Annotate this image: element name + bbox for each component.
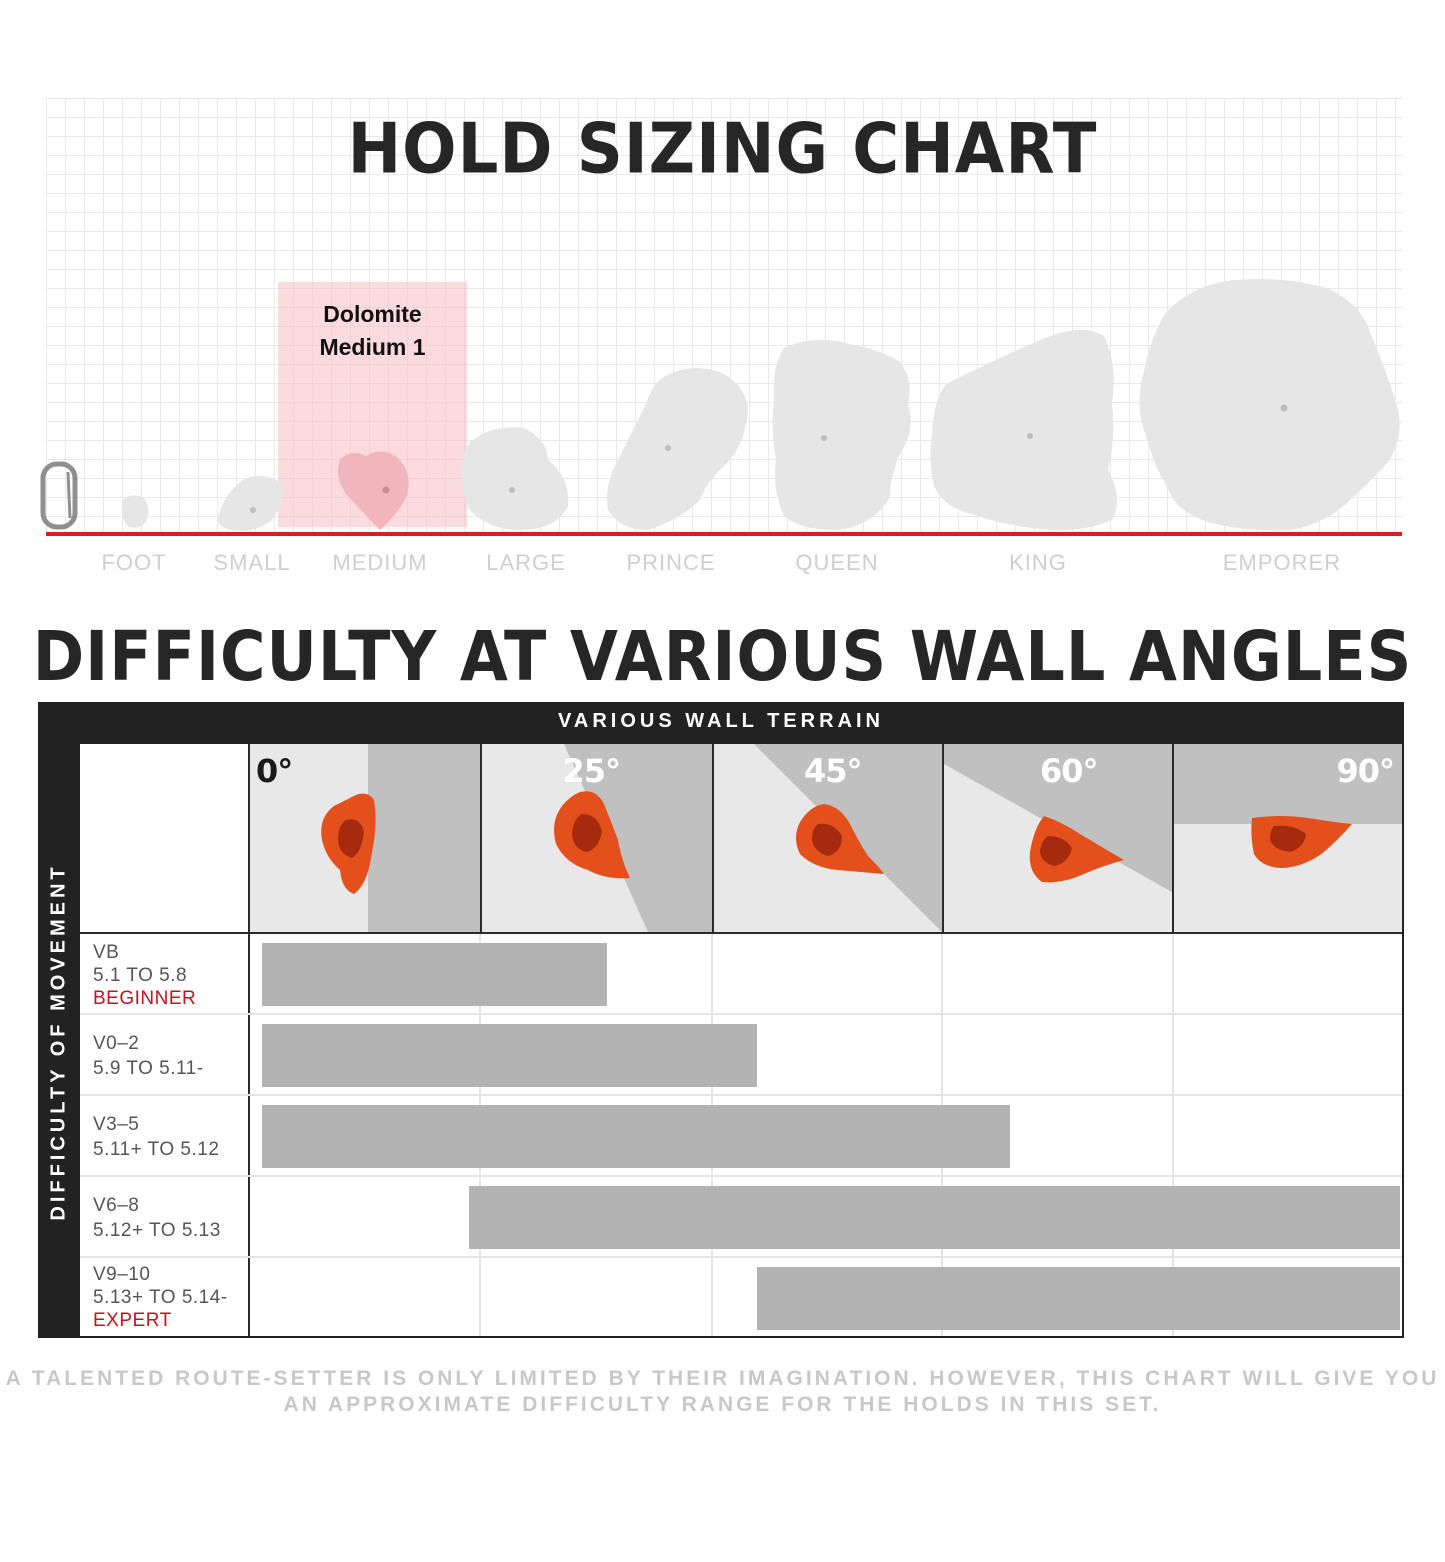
yds-label: 5.12+ TO 5.13 xyxy=(93,1220,221,1241)
angle-label-60: 60° xyxy=(1040,752,1098,790)
grade-label: V0–2 xyxy=(93,1033,140,1054)
row-label-v6-8 xyxy=(93,1193,221,1243)
range-bar-vb xyxy=(262,943,608,1006)
grade-label: V6–8 xyxy=(93,1195,140,1216)
column-divider xyxy=(1172,744,1174,934)
yds-label: 5.9 TO 5.11- xyxy=(93,1058,204,1079)
range-bar-v6-8 xyxy=(469,1186,1400,1249)
angle-cell-0 xyxy=(250,744,480,932)
hold-small xyxy=(218,476,283,531)
angle-label-90: 90° xyxy=(1336,752,1394,790)
hold-queen xyxy=(772,340,910,530)
footnote-text: A TALENTED ROUTE-SETTER IS ONLY LIMITED BY THEIR IMAGINATION. HOWEVER, THIS CHART WILL GIVE YOU AN APPROXIMATE DIFFICULTY RANGE FOR THE HOLDS IN THIS SET. xyxy=(5,1367,1440,1416)
range-bar-v0-2 xyxy=(262,1024,757,1087)
size-label-prince: PRINCE xyxy=(626,550,716,575)
angle-label-25: 25° xyxy=(562,752,620,790)
hold-king xyxy=(930,330,1117,530)
angle-cell-90 xyxy=(1174,744,1402,932)
range-bar-v9-10 xyxy=(757,1267,1400,1330)
angle-label-45: 45° xyxy=(804,752,862,790)
hold-silhouettes xyxy=(0,0,1445,540)
size-label-queen: QUEEN xyxy=(795,550,879,575)
size-label-king: KING xyxy=(1009,550,1067,575)
row-divider xyxy=(80,1013,1402,1015)
angle-cell-45 xyxy=(714,744,942,932)
hold-prince xyxy=(607,368,748,530)
column-divider xyxy=(248,744,250,1336)
highlight-size: Medium 1 xyxy=(319,334,426,360)
footnote xyxy=(0,1366,1445,1418)
level-label: EXPERT xyxy=(93,1310,172,1331)
carabiner-icon xyxy=(43,464,75,527)
yds-label: 5.1 TO 5.8 xyxy=(93,965,188,986)
angle-cell-60 xyxy=(944,744,1172,932)
row-label-v3-5 xyxy=(93,1112,219,1162)
y-axis-title xyxy=(38,746,80,1338)
yds-label: 5.13+ TO 5.14- xyxy=(93,1287,228,1308)
level-label: BEGINNER xyxy=(93,988,197,1009)
size-label-small: SMALL xyxy=(213,550,291,575)
yds-label: 5.11+ TO 5.12 xyxy=(93,1139,220,1160)
y-axis-title-text: DIFFICULTY OF MOVEMENT xyxy=(47,863,70,1221)
baseline xyxy=(46,532,1402,536)
column-divider xyxy=(480,744,482,934)
size-label-emporer: EMPORER xyxy=(1222,550,1342,575)
hold-medium xyxy=(338,451,409,530)
column-divider xyxy=(942,744,944,934)
hold-emporer xyxy=(1139,279,1399,530)
grade-label: V3–5 xyxy=(93,1114,140,1135)
grade-label: VB xyxy=(93,942,120,963)
row-divider xyxy=(80,1175,1402,1177)
row-label-vb xyxy=(93,941,196,1010)
hold-sizing-title: HOLD SIZING CHART xyxy=(347,110,1098,190)
highlight-product: Dolomite xyxy=(323,301,422,327)
hold-large xyxy=(461,427,568,530)
row-divider xyxy=(80,1256,1402,1258)
size-label-foot: FOOT xyxy=(101,550,167,575)
row-label-v0-2 xyxy=(93,1031,204,1081)
angle-cell-25 xyxy=(482,744,712,932)
grade-label: V9–10 xyxy=(93,1264,151,1285)
x-axis-title: VARIOUS WALL TERRAIN xyxy=(558,710,884,732)
hold-foot xyxy=(122,495,149,527)
row-label-v9-10 xyxy=(93,1263,228,1332)
column-divider xyxy=(712,744,714,934)
row-divider xyxy=(80,1094,1402,1096)
difficulty-title: DIFFICULTY AT VARIOUS WALL ANGLES xyxy=(32,616,1413,697)
angle-label-0: 0° xyxy=(256,752,293,790)
header-divider xyxy=(80,932,1402,934)
range-bar-v3-5 xyxy=(262,1105,1011,1168)
size-label-medium: MEDIUM xyxy=(332,550,428,575)
size-label-large: LARGE xyxy=(486,550,566,575)
